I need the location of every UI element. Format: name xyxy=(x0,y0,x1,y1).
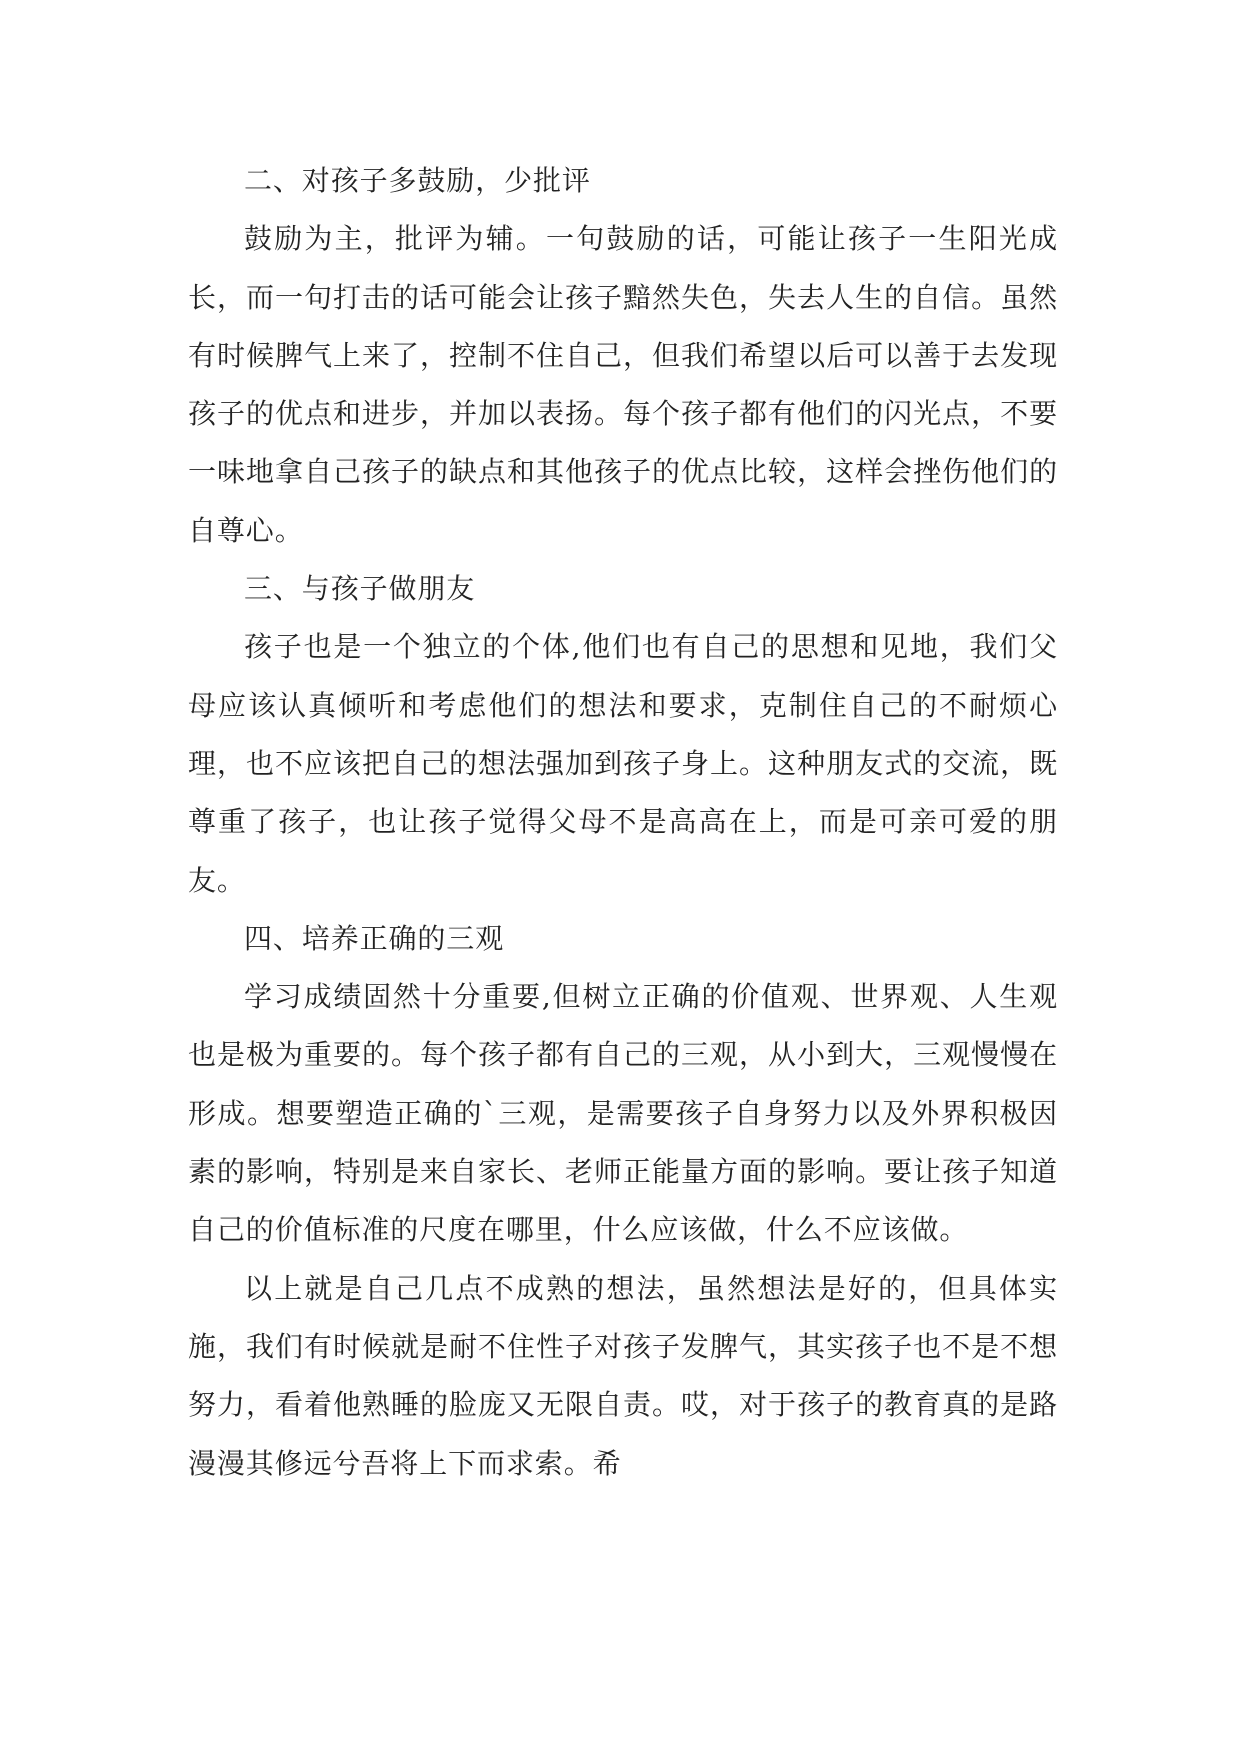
document-body xyxy=(188,152,1058,1493)
section-heading-values: 四、培养正确的三观 xyxy=(244,921,505,955)
paragraph-values: 学习成绩固然十分重要,但树立正确的价值观、世界观、人生观也是极为重要的。每个孩子都有自己的三观，从小到大，三观慢慢在形成。想要塑造正确的`三观，是需要孩子自身努力以及外界积极因素的影响，特别是来自家长、老师正能量方面的影响。要让孩子知道自己的价值标准的尺度在哪里，什么应该做，什么不应该做。 xyxy=(188,980,1058,1247)
section-heading-friends: 三、与孩子做朋友 xyxy=(244,572,476,606)
section-heading-encourage: 二、对孩子多鼓励，少批评 xyxy=(244,164,591,197)
paragraph-encourage: 鼓励为主，批评为辅。一句鼓励的话，可能让孩子一生阳光成长，而一句打击的话可能会让孩子黯然失色，失去人生的自信。虽然有时候脾气上来了，控制不住自己，但我们希望以后可以善于去发现孩子的优点和进步，并加以表扬。每个孩子都有他们的闪光点，不要一味地拿自己孩子的缺点和其他孩子的优点比较，这样会挫伤他们的自尊心。 xyxy=(188,222,1058,547)
paragraph-conclusion: 以上就是自己几点不成熟的想法，虽然想法是好的，但具体实施，我们有时候就是耐不住性子对孩子发脾气，其实孩子也不是不想努力，看着他熟睡的脸庞又无限自责。哎，对于孩子的教育真的是路漫漫其修远兮吾将上下而求索。希 xyxy=(188,1271,1058,1480)
paragraph-friends: 孩子也是一个独立的个体,他们也有自己的思想和见地，我们父母应该认真倾听和考虑他们的想法和要求，克制住自己的不耐烦心理，也不应该把自己的想法强加到孩子身上。这种朋友式的交流，既尊重了孩子，也让孩子觉得父母不是高高在上，而是可亲可爱的朋友。 xyxy=(188,630,1058,897)
